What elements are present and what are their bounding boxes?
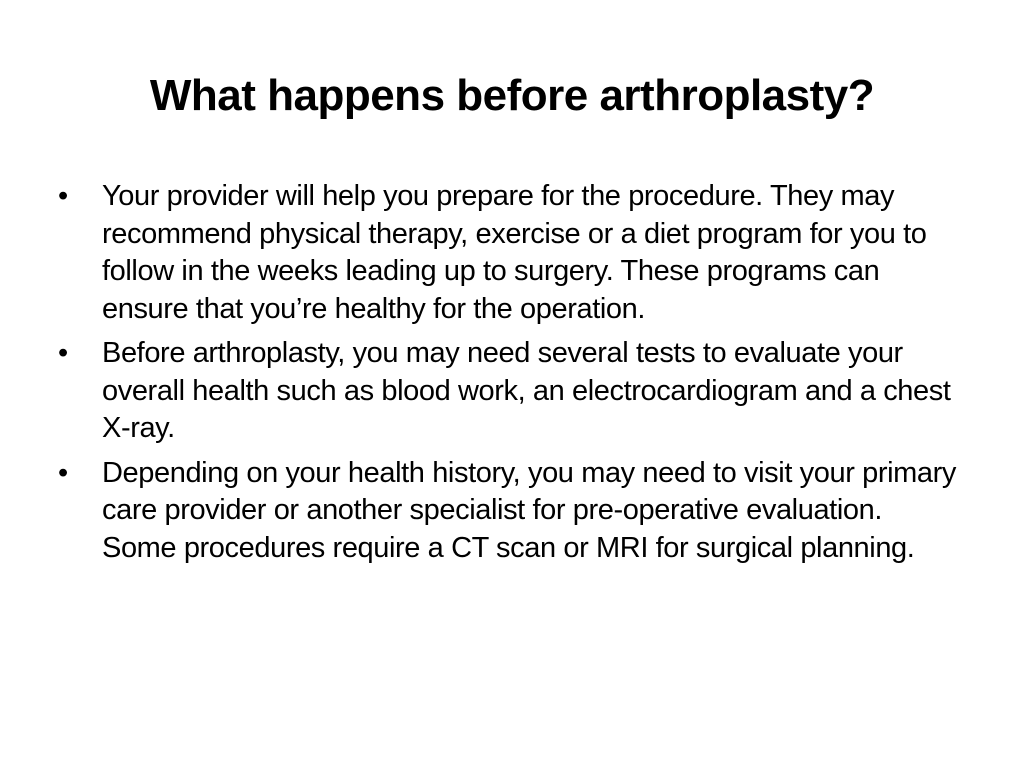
bullet-text: Your provider will help you prepare for the procedure. They may recommend physical therapy, exercise or a diet program for you to follow in the weeks leading up to surgery. These programs can ensure that you’re healthy for the operation.	[102, 180, 927, 325]
slide-title: What happens before arthroplasty?	[149, 71, 875, 120]
bullet-item-tests	[58, 335, 958, 448]
bullet-item-evaluation	[58, 455, 958, 568]
bullet-text: Before arthroplasty, you may need several tests to evaluate your overall health such as blood work, an electrocardiogram and a chest X-ray.	[102, 337, 951, 444]
bullet-icon: •	[58, 337, 68, 369]
bullet-icon: •	[58, 180, 68, 212]
bullet-text: Depending on your health history, you may need to visit your primary care provider or another specialist for pre-operative evaluation. Some procedures require a CT scan or MRI for surgical planning.	[102, 456, 956, 564]
bullet-icon: •	[58, 456, 68, 489]
bullet-item-preparation	[58, 178, 958, 328]
bullet-list	[58, 178, 958, 574]
